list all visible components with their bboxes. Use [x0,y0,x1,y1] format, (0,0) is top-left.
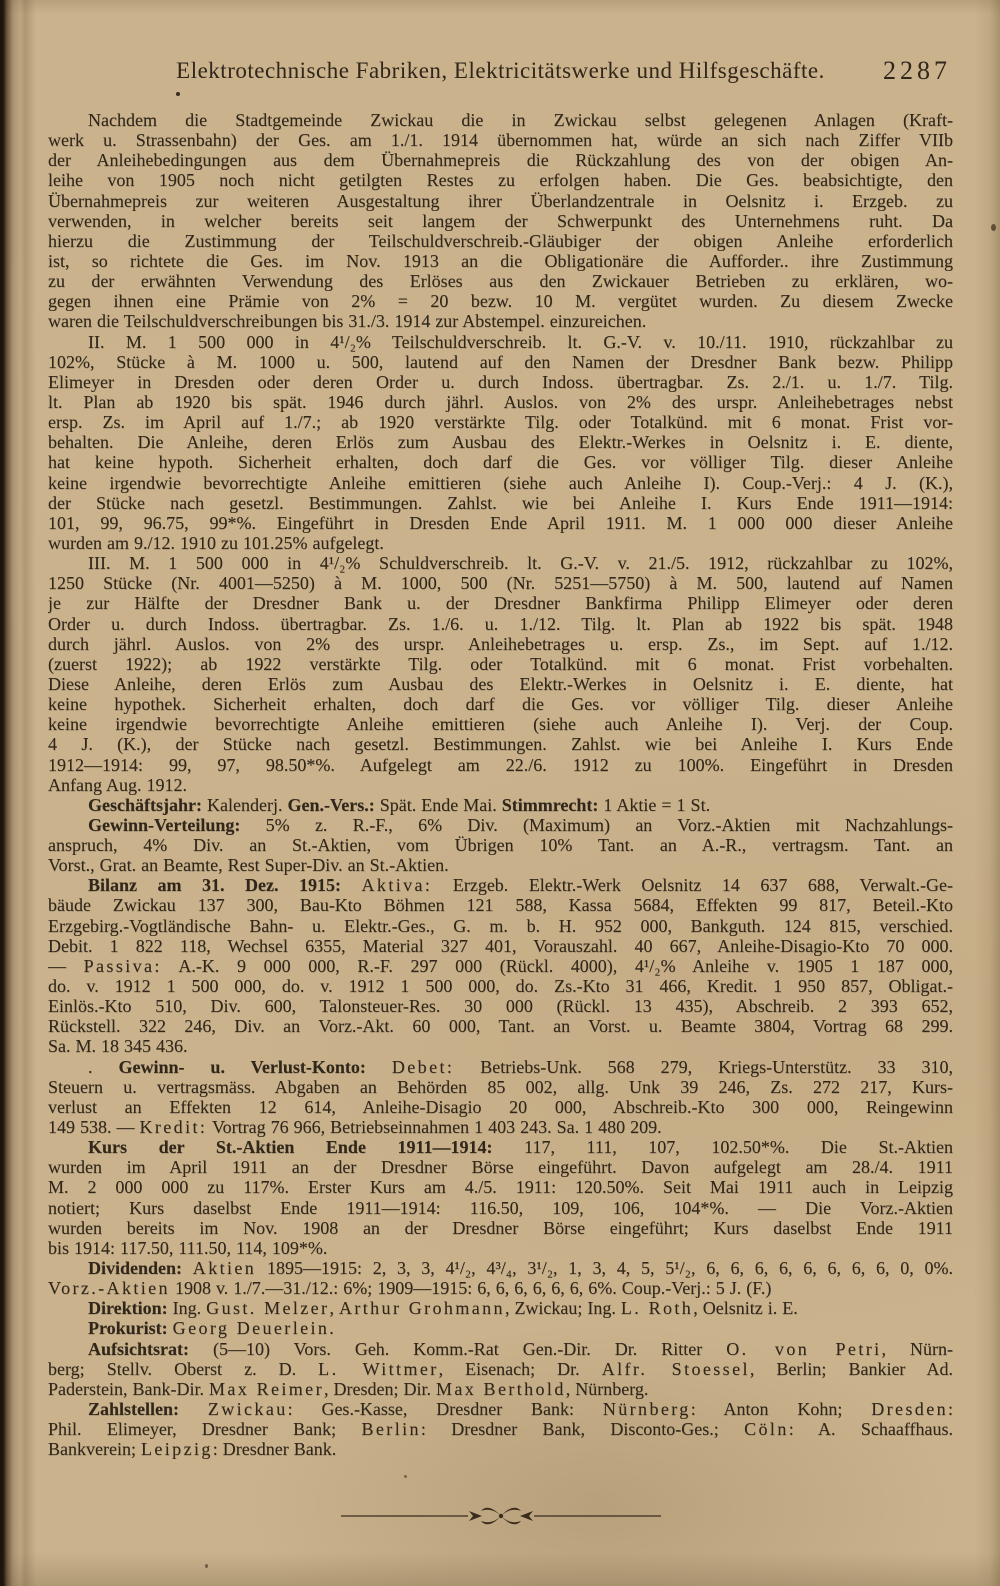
text-segment: keine irgendwie bevorrechtigte Anleihe emittieren (siehe auch Anleihe I). Coup.-Verj.: 4 J. (K.), [48,472,953,493]
text-segment: anspruch, 4% Div. an St.-Aktien, vom Übrigen 10% Tant. an A.-R., vertragsm. Tant. an [48,835,953,856]
text-segment [341,875,362,895]
text-segment: II. M. 1 500 000 in 4¹/₂% Teilschuldverschreib. lt. G.-V. v. 10./11. 1910, rückzahlbar zu [88,331,953,352]
letterspaced-text: Zwickau [207,1399,288,1419]
text-segment: Sa. M. 18 345 436. [48,1036,188,1057]
bold-text: Geschäftsjahr: [88,794,202,815]
text-segment: : Anton Kohn; [690,1399,872,1419]
text-line [48,110,953,130]
text-line [48,1036,953,1056]
text-line [48,1218,953,1238]
text-line [48,332,953,352]
text-segment: gegen ihnen eine Prämie von 2% = 20 bezw. 10 M. vergütet wurden. Zu diesem Zwecke [48,291,953,312]
bold-text: Bilanz am 31. Dez. 1915: [88,875,342,896]
ink-speck [176,92,180,96]
bold-text: Prokurist: [88,1318,168,1339]
text-segment: Bankverein; [48,1439,141,1460]
text-segment: , Eisenach; Dr. [438,1358,602,1379]
text-line [48,1379,953,1399]
text-segment: ist, so richtete die Ges. im Nov. 1913 an die Obligationäre die Aufforder.. ihre Zustimmung [48,250,953,271]
text-segment: je zur Hälfte der Dresdner Bank u. der Dresdner Bankfirma Philipp Elimeyer oder deren [48,593,953,614]
bold-text: Stimmrecht: [501,794,599,815]
text-segment: : Dresdner Bank. [212,1439,337,1460]
text-line [48,956,953,976]
letterspaced-text: O. von Petri [726,1338,882,1359]
text-segment: Phil. Elimeyer, Dresdner Bank; [48,1419,362,1440]
paragraph-anleihe-2 [48,332,953,554]
text-segment: behalten. Die Anleihe, deren Erlös zum Ausbau des Elektr.-Werkes in Oelsnitz i. E. diente, [48,432,953,453]
text-line [48,211,953,231]
text-line [48,352,953,372]
section-divider [48,1503,953,1529]
text-line [48,1278,953,1298]
text-line [48,996,953,1016]
letterspaced-text: Kredit: [139,1117,208,1138]
text-segment: 1908 v. 1./7.—31./12.: 6%; 1909—1915: 6, 6, 6, 6, 6, 6, 6%. Coup.-Verj.: 5 J. (F.) [169,1278,772,1299]
text-line [48,1359,953,1379]
text-segment: , Nürnberg. [565,1378,649,1399]
text-line [48,251,953,271]
letterspaced-text: Alfr. Stoessel [601,1358,750,1379]
text-segment: : Dresdner Bank, Disconto-Ges.; [420,1419,745,1440]
letterspaced-text: Leipzig [140,1439,213,1460]
text-segment: bis 1914: 117.50, 111.50, 114, 109*%. [48,1237,328,1258]
text-segment: Vortrag 76 966, Betriebseinnahmen 1 403 243. Sa. 1 480 209. [207,1117,662,1138]
text-segment: Paderstein, Bank-Dir. [48,1378,209,1399]
text-line [48,432,953,452]
paragraph-dividenden [48,1258,953,1298]
text-segment: 4 J. (K.), der Stücke nach gesetzl. Bestimmungen. Zahlst. wie bei Anleihe I. Kurs Ende [48,734,953,755]
text-segment: wurden am 9./12. 1910 zu 101.25% aufgelegt. [48,532,384,553]
ink-speck [404,1475,407,1478]
paragraph-direktion [48,1298,953,1318]
text-line [48,1419,953,1439]
page-header [48,58,953,92]
text-segment: verlust an Effekten 12 614, Anleihe-Disagio 20 000, Abschreib.-Kto 300 000, Reingewinn [48,1096,953,1117]
text-line [48,1097,953,1117]
paragraph-gewinn-verteilung [48,815,953,875]
text-segment: Kalenderj. [201,794,288,815]
text-segment: Übernahmepreis zur weiteren Ausgestaltung ihrer Überlandzentrale in Oelsnitz i. Erzgeb. zu [48,190,953,211]
text-line [48,775,953,795]
text-segment: : Ges.-Kasse, Dresdner Bank: [287,1399,603,1419]
text-segment: : A. Schaaffhaus. [788,1419,953,1440]
text-segment: 101, 99, 96.75, 99*%. Eingeführt in Dresden Ende April 1911. M. 1 000 000 dieser Anleihe [48,512,953,533]
text-segment: , Oelsnitz i. E. [693,1298,798,1319]
paragraph-prokurist [48,1318,953,1338]
text-line [48,734,953,754]
text-segment: keine irgendwie bevorrechtigte Anleihe emittieren (siehe auch Anleihe I). Verj. der Coup. [48,714,953,735]
text-line [48,614,953,634]
text-line [48,694,953,714]
text-line [48,1238,953,1258]
text-segment: ersp. Zs. im April auf 1./7.; ab 1920 verstärkte Tilg. oder Totalkünd. mit 6 monat. Frist vor- [48,412,953,433]
text-line [48,311,953,331]
text-line [48,1399,953,1419]
paragraph-intro [48,110,953,332]
bold-text: Kurs der St.-Aktien Ende 1911—1914: [88,1137,493,1158]
text-segment: durch jährl. Auslos. von 2% des urspr. Anleihebetrages u. ersp. Zs., im Sept. auf 1./12. [48,633,953,654]
text-line [48,150,953,170]
text-segment: : [947,1399,953,1419]
text-segment: 1250 Stücke (Nr. 4001—5250) à M. 1000, 500 (Nr. 5251—5750) à M. 500, lautend auf Namen [48,573,953,594]
text-segment: zu der erwähnten Verwendung des Erlöses aus den Zwickauer Betrieben zu erklären, wo- [48,271,953,292]
text-segment: , Nürn- [881,1338,953,1359]
text-segment: leihe von 1905 noch nicht getilgten Restes zu erfolgen haben. Die Ges. beabsichtigte, den [48,170,953,191]
bold-text: Gewinn- u. Verlust-Konto: [118,1056,366,1077]
text-segment: Steuern u. vertragsmäss. Abgaben an Behörden 85 002, allg. Unk 39 246, Zs. 272 217, Kurs- [48,1076,953,1097]
text-line [48,835,953,855]
text-segment: do. v. 1912 1 500 000, do. v. 1912 1 500 000, do. Zs.-Kto 31 466, Kredit. 1 950 857, Obligat.- [48,976,953,997]
bold-text: Gewinn-Verteilung: [88,814,241,835]
text-line [48,755,953,775]
letterspaced-text: Max Berthold [435,1378,566,1399]
text-segment: (zuerst 1922); ab 1922 verstärkte Tilg. oder Totalkünd. mit 6 monat. Frist vorbehalten. [48,653,953,674]
text-line [48,1339,953,1359]
text-line [48,553,953,573]
text-segment: der Stücke nach gesetzl. Bestimmungen. Zahlst. wie bei Anleihe I. Kurs Ende 1911—1914: [48,492,953,513]
letterspaced-text: Max Reimer [208,1378,324,1399]
text-segment: Vorst., Grat. an Beamte, Rest Super-Div. an St.-Aktien. [48,855,449,876]
text-line [48,1077,953,1097]
text-segment: , Dresden; Dir. [323,1378,436,1399]
text-line [48,795,953,815]
letterspaced-text: Cöln [744,1419,789,1440]
text-segment: Erzgebirg.-Vogtländische Bahn- u. Elektr.-Ges., G. m. b. H. 952 000, Bankguth. 124 815, verschied. [48,915,953,936]
letterspaced-text: Nürnberg [602,1399,691,1419]
text-segment: (5—10) Vors. Geh. Komm.-Rat Gen.-Dir. Dr. Ritter [189,1338,727,1359]
text-line [48,533,953,553]
text-line [48,875,953,895]
text-segment: 102%, Stücke à M. 1000 u. 500, lautend auf den Namen der Dresdner Bank bezw. Philipp [48,351,953,372]
bold-text: Aufsichtsrat: [88,1338,189,1359]
text-segment: wurden im April 1911 an der Dresdner Börse eingeführt. Davon aufgelegt am 28./4. 1911 [48,1157,953,1178]
text-segment: . [329,1318,334,1339]
text-segment: berg; Stellv. Oberst z. D. [48,1358,319,1379]
text-line [48,191,953,211]
text-segment [366,1057,392,1077]
text-line [48,1016,953,1036]
text-segment: Erzgeb. Elektr.-Werk Oelsnitz 14 637 688, Verwalt.-Ge- [432,875,953,896]
text-segment: Debit. 1 822 118, Wechsel 6355, Material 327 401, Vorauszahl. 40 667, Anleihe-Disagio-Kto 70 000. [48,935,953,956]
text-segment: Betriebs-Unk. 568 279, Kriegs-Unterstütz. 33 310, [454,1056,953,1077]
letterspaced-text: L. Wittmer [318,1358,439,1379]
text-line [48,1137,953,1157]
text-line [48,593,953,613]
letterspaced-text: Georg Deuerlein [172,1318,330,1339]
letterspaced-text: Aktien [192,1258,257,1279]
page-body [48,110,953,1459]
text-segment: , Zwickau; Ing. [504,1298,621,1319]
text-segment: III. M. 1 500 000 in 4¹/₂% Schuldverschreib. lt. G.-V. v. 21./5. 1912, rückzahlbar zu 102%, [88,553,953,574]
text-line [48,1177,953,1197]
text-segment: 5% z. R.-F., 6% Div. (Maximum) an Vorz.-Aktien mit Nachzahlungs- [240,814,953,835]
letterspaced-text: Aktiva: [361,875,433,896]
text-line [48,170,953,190]
text-line [48,1318,953,1338]
text-segment: Anfang Aug. 1912. [48,774,187,795]
text-segment [182,1258,193,1278]
text-segment: M. 2 000 000 zu 117%. Erster Kurs am 4./5. 1911: 120.50%. Seit Mai 1911 auch in Leipzig [48,1177,953,1198]
text-segment: verwenden, in welcher bereits seit langem der Schwerpunkt des Unternehmens ruht. Da [48,210,953,231]
text-line [48,271,953,291]
text-segment: Einlös.-Kto 510, Div. 600, Talonsteuer-Res. 30 000 (Rückl. 13 435), Abschreib. 2 393 652, [48,996,953,1017]
text-segment [179,1399,208,1419]
letterspaced-text: Debet: [391,1056,455,1077]
text-line [48,493,953,513]
text-segment: — [48,955,84,976]
text-segment: , [329,1298,339,1319]
text-segment: wurden bereits im Nov. 1908 an der Dresdner Börse eingeführt; Kurs daselbst Ende 1911 [48,1217,953,1238]
page-header-title: Elektrotechnische Fabriken, Elektricitätswerke und Hilfsgeschäfte. [176,58,825,83]
text-line [48,674,953,694]
text-line [48,976,953,996]
ink-speck [991,224,996,231]
paragraph-anleihe-3 [48,553,953,795]
text-line [48,1198,953,1218]
text-segment: werk u. Strassenbahn) der Ges. am 1./1. 1914 übernommen hat, würde an sich nach Ziffer VIIb [48,130,953,151]
text-segment: 149 538. — [48,1117,140,1138]
letterspaced-text: L. Roth [620,1298,694,1319]
bold-text: Direktion: [88,1298,168,1319]
text-segment: 1 Aktie = 1 St. [598,794,711,815]
text-segment: notiert; Kurs daselbst Ende 1911—1914: 116.50, 109, 106, 104*%. — Die Vorz.-Aktien [48,1197,953,1218]
page-number: 2287 [883,56,951,85]
text-line [48,714,953,734]
text-line [48,1157,953,1177]
text-segment: 117, 111, 107, 102.50*%. Die St.-Aktien [492,1137,953,1158]
text-line [48,473,953,493]
text-segment: Diese Anleihe, deren Erlös zum Ausbau des Elektr.-Werkes in Oelsnitz i. E. diente, hat [48,673,953,694]
text-segment: 1912—1914: 99, 97, 98.50*%. Aufgelegt am 22./6. 1912 zu 100%. Eingeführt in Dresden [48,754,953,775]
letterspaced-text: Berlin [361,1419,421,1440]
letterspaced-text: Gust. Melzer [206,1298,330,1319]
ink-speck [205,1564,208,1568]
text-segment: lt. Plan ab 1920 bis spät. 1946 durch jährl. Auslos. von 2% des urspr. Anleihebetrages nebst [48,391,953,412]
paragraph-kurs-st-aktien [48,1137,953,1258]
text-segment: bäude Zwickau 137 300, Bau-Kto Böhmen 121 588, Kassa 5684, Effekten 99 817, Beteil.-Kto [48,895,953,916]
text-segment: . [88,1056,119,1077]
text-segment: Ing. [167,1298,207,1319]
text-line [48,452,953,472]
text-line [48,895,953,915]
text-line [48,855,953,875]
text-line [48,372,953,392]
text-segment: hierzu die Zustimmung der Teilschuldverschreib.-Gläubiger der obigen Anleihe erforderlich [48,230,953,251]
paragraph-aufsichtsrat [48,1339,953,1399]
text-line [48,1298,953,1318]
text-segment: keine hypothek. Sicherheit erhalten, doch darf die Ges. vor völliger Tilg. dieser Anleihe [48,694,953,715]
text-segment: Rückstell. 322 246, Div. an Vorz.-Akt. 60 000, Tant. an Vorst. u. Beamte 3804, Vortrag 68 299. [48,1016,953,1037]
text-segment: Nachdem die Stadtgemeinde Zwickau die in Zwickau selbst gelegenen Anlagen (Kraft- [88,110,953,130]
text-line [48,1439,953,1459]
text-line [48,231,953,251]
text-segment: A.-K. 9 000 000, R.-F. 297 000 (Rückl. 4000), 4¹/₂% Anleihe v. 1905 1 187 000, [161,955,953,976]
text-segment: Order u. durch Indoss. übertragbar. Zs. 1./6. u. 1./12. Tilg. lt. Plan ab 1922 bis spät. 1948 [48,613,953,634]
text-line [48,654,953,674]
text-line [48,513,953,533]
text-line [48,1258,953,1278]
text-segment: waren die Teilschuldverschreibungen bis 31./3. 1914 zur Abstempel. einzureichen. [48,311,647,332]
letterspaced-text: Passiva: [83,955,162,976]
text-line [48,815,953,835]
text-segment: der Anleihebedingungen aus dem Übernahmepreis die Rückzahlung des von der obigen An- [48,150,953,171]
letterspaced-text: Vorz.-Aktien [48,1278,170,1299]
text-segment: hat keine hypoth. Sicherheit erhalten, doch darf die Ges. vor völliger Tilg. dieser Anleihe [48,452,953,473]
text-line [48,573,953,593]
paragraph-geschaeftsjahr [48,795,953,815]
text-line [48,291,953,311]
paragraph-gewinn-verlust-konto [48,1057,953,1138]
text-line [48,130,953,150]
text-line [48,1117,953,1137]
bold-text: Zahlstellen: [88,1399,180,1419]
text-segment: Spät. Ende Mai. [374,794,502,815]
floral-divider-icon [341,1503,661,1529]
paragraph-bilanz [48,875,953,1056]
text-line [48,1057,953,1077]
text-line [48,412,953,432]
bold-text: Gen.-Vers.: [287,794,375,815]
letterspaced-text: Arthur Grohmann [338,1298,505,1319]
bold-text: Dividenden: [88,1258,183,1279]
letterspaced-text: Dresden [871,1399,948,1419]
text-segment: Elimeyer in Dresden oder deren Order u. durch Indoss. übertragbar. Zs. 2./1. u. 1./7. Tilg. [48,371,953,392]
text-line [48,392,953,412]
text-line [48,916,953,936]
text-line [48,634,953,654]
text-segment: 1895—1915: 2, 3, 3, 4¹/₂, 4³/₄, 3¹/₂, 1, 3, 4, 5, 5¹/₂, 6, 6, 6, 6, 6, 6, 6, 6, 0, 0%. [256,1258,953,1279]
text-segment: , Berlin; Bankier Ad. [749,1358,953,1379]
text-line [48,936,953,956]
paragraph-zahlstellen [48,1399,953,1459]
